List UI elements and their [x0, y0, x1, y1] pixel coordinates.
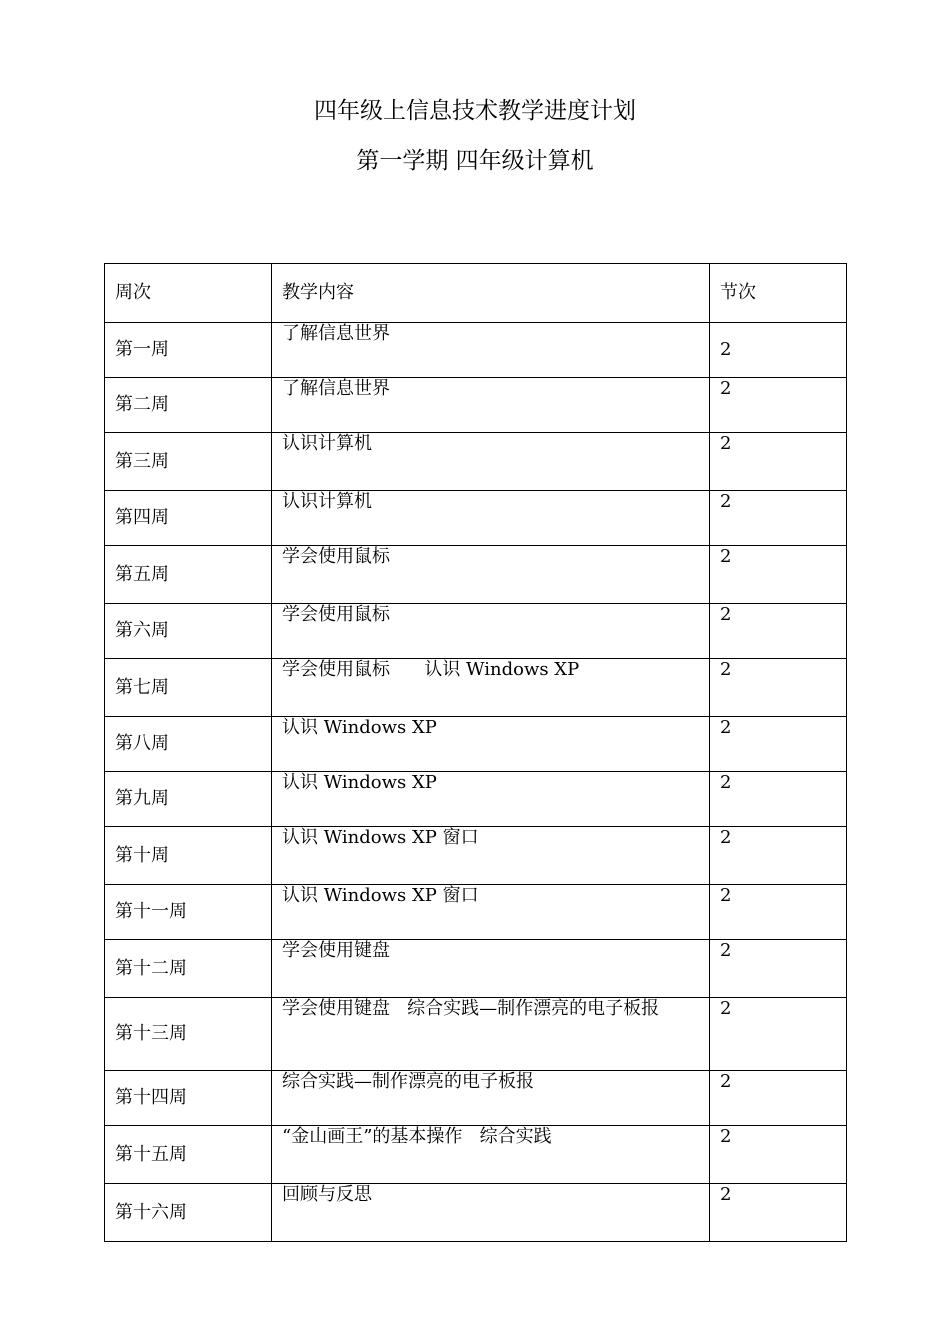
content-cell: 认识计算机	[272, 491, 710, 546]
lessons-cell: 2	[710, 1184, 847, 1242]
content-cell: 学会使用鼠标	[272, 546, 710, 604]
table-row	[105, 998, 847, 1071]
content-cell: 学会使用键盘	[272, 940, 710, 998]
lessons-cell: 2	[710, 827, 847, 885]
table-row	[105, 1126, 847, 1184]
content-cell: 了解信息世界	[272, 323, 710, 378]
lessons-cell: 2	[710, 885, 847, 940]
content-cell: 认识 Windows XP	[272, 772, 710, 827]
week-cell: 第一周	[105, 323, 272, 378]
week-cell: 第十三周	[105, 998, 272, 1071]
table-row	[105, 378, 847, 433]
content-cell: “金山画王”的基本操作 综合实践	[272, 1126, 710, 1184]
table-header-row	[105, 264, 847, 323]
table-row	[105, 772, 847, 827]
content-cell: 认识 Windows XP 窗口	[272, 827, 710, 885]
content-cell: 认识 Windows XP	[272, 717, 710, 772]
week-cell: 第六周	[105, 604, 272, 659]
table-row	[105, 659, 847, 717]
table-row	[105, 940, 847, 998]
lessons-cell: 2	[710, 940, 847, 998]
content-cell: 学会使用鼠标 认识 Windows XP	[272, 659, 710, 717]
table-row	[105, 546, 847, 604]
week-cell: 第十二周	[105, 940, 272, 998]
table-row	[105, 885, 847, 940]
content-cell: 认识 Windows XP 窗口	[272, 885, 710, 940]
table-row	[105, 1184, 847, 1242]
week-cell: 第五周	[105, 546, 272, 604]
week-cell: 第二周	[105, 378, 272, 433]
lessons-cell: 2	[710, 491, 847, 546]
week-cell: 第四周	[105, 491, 272, 546]
week-cell: 第十六周	[105, 1184, 272, 1242]
week-cell: 第十五周	[105, 1126, 272, 1184]
lessons-cell: 2	[710, 998, 847, 1071]
table-row	[105, 491, 847, 546]
lessons-cell: 2	[710, 1126, 847, 1184]
lessons-cell: 2	[710, 604, 847, 659]
table-row	[105, 604, 847, 659]
content-cell: 综合实践—制作漂亮的电子板报	[272, 1071, 710, 1126]
table-row	[105, 1071, 847, 1126]
table-row	[105, 717, 847, 772]
lessons-cell: 2	[710, 323, 847, 378]
content-cell: 认识计算机	[272, 433, 710, 491]
week-cell: 第七周	[105, 659, 272, 717]
header-week: 周次	[105, 264, 272, 323]
header-lessons: 节次	[710, 264, 847, 323]
lessons-cell: 2	[710, 1071, 847, 1126]
content-cell: 学会使用键盘 综合实践—制作漂亮的电子板报	[272, 998, 710, 1071]
content-cell: 了解信息世界	[272, 378, 710, 433]
content-cell: 回顾与反思	[272, 1184, 710, 1242]
week-cell: 第八周	[105, 717, 272, 772]
lessons-cell: 2	[710, 378, 847, 433]
schedule-table	[104, 263, 847, 1242]
document-title: 四年级上信息技术教学进度计划	[314, 98, 636, 124]
lessons-cell: 2	[710, 433, 847, 491]
week-cell: 第十周	[105, 827, 272, 885]
table-row	[105, 323, 847, 378]
header-content: 教学内容	[272, 264, 710, 323]
week-cell: 第九周	[105, 772, 272, 827]
table-row	[105, 827, 847, 885]
table-row	[105, 433, 847, 491]
week-cell: 第十四周	[105, 1071, 272, 1126]
lessons-cell: 2	[710, 659, 847, 717]
document-subtitle: 第一学期 四年级计算机	[356, 148, 594, 174]
week-cell: 第十一周	[105, 885, 272, 940]
lessons-cell: 2	[710, 717, 847, 772]
content-cell: 学会使用鼠标	[272, 604, 710, 659]
week-cell: 第三周	[105, 433, 272, 491]
lessons-cell: 2	[710, 772, 847, 827]
lessons-cell: 2	[710, 546, 847, 604]
